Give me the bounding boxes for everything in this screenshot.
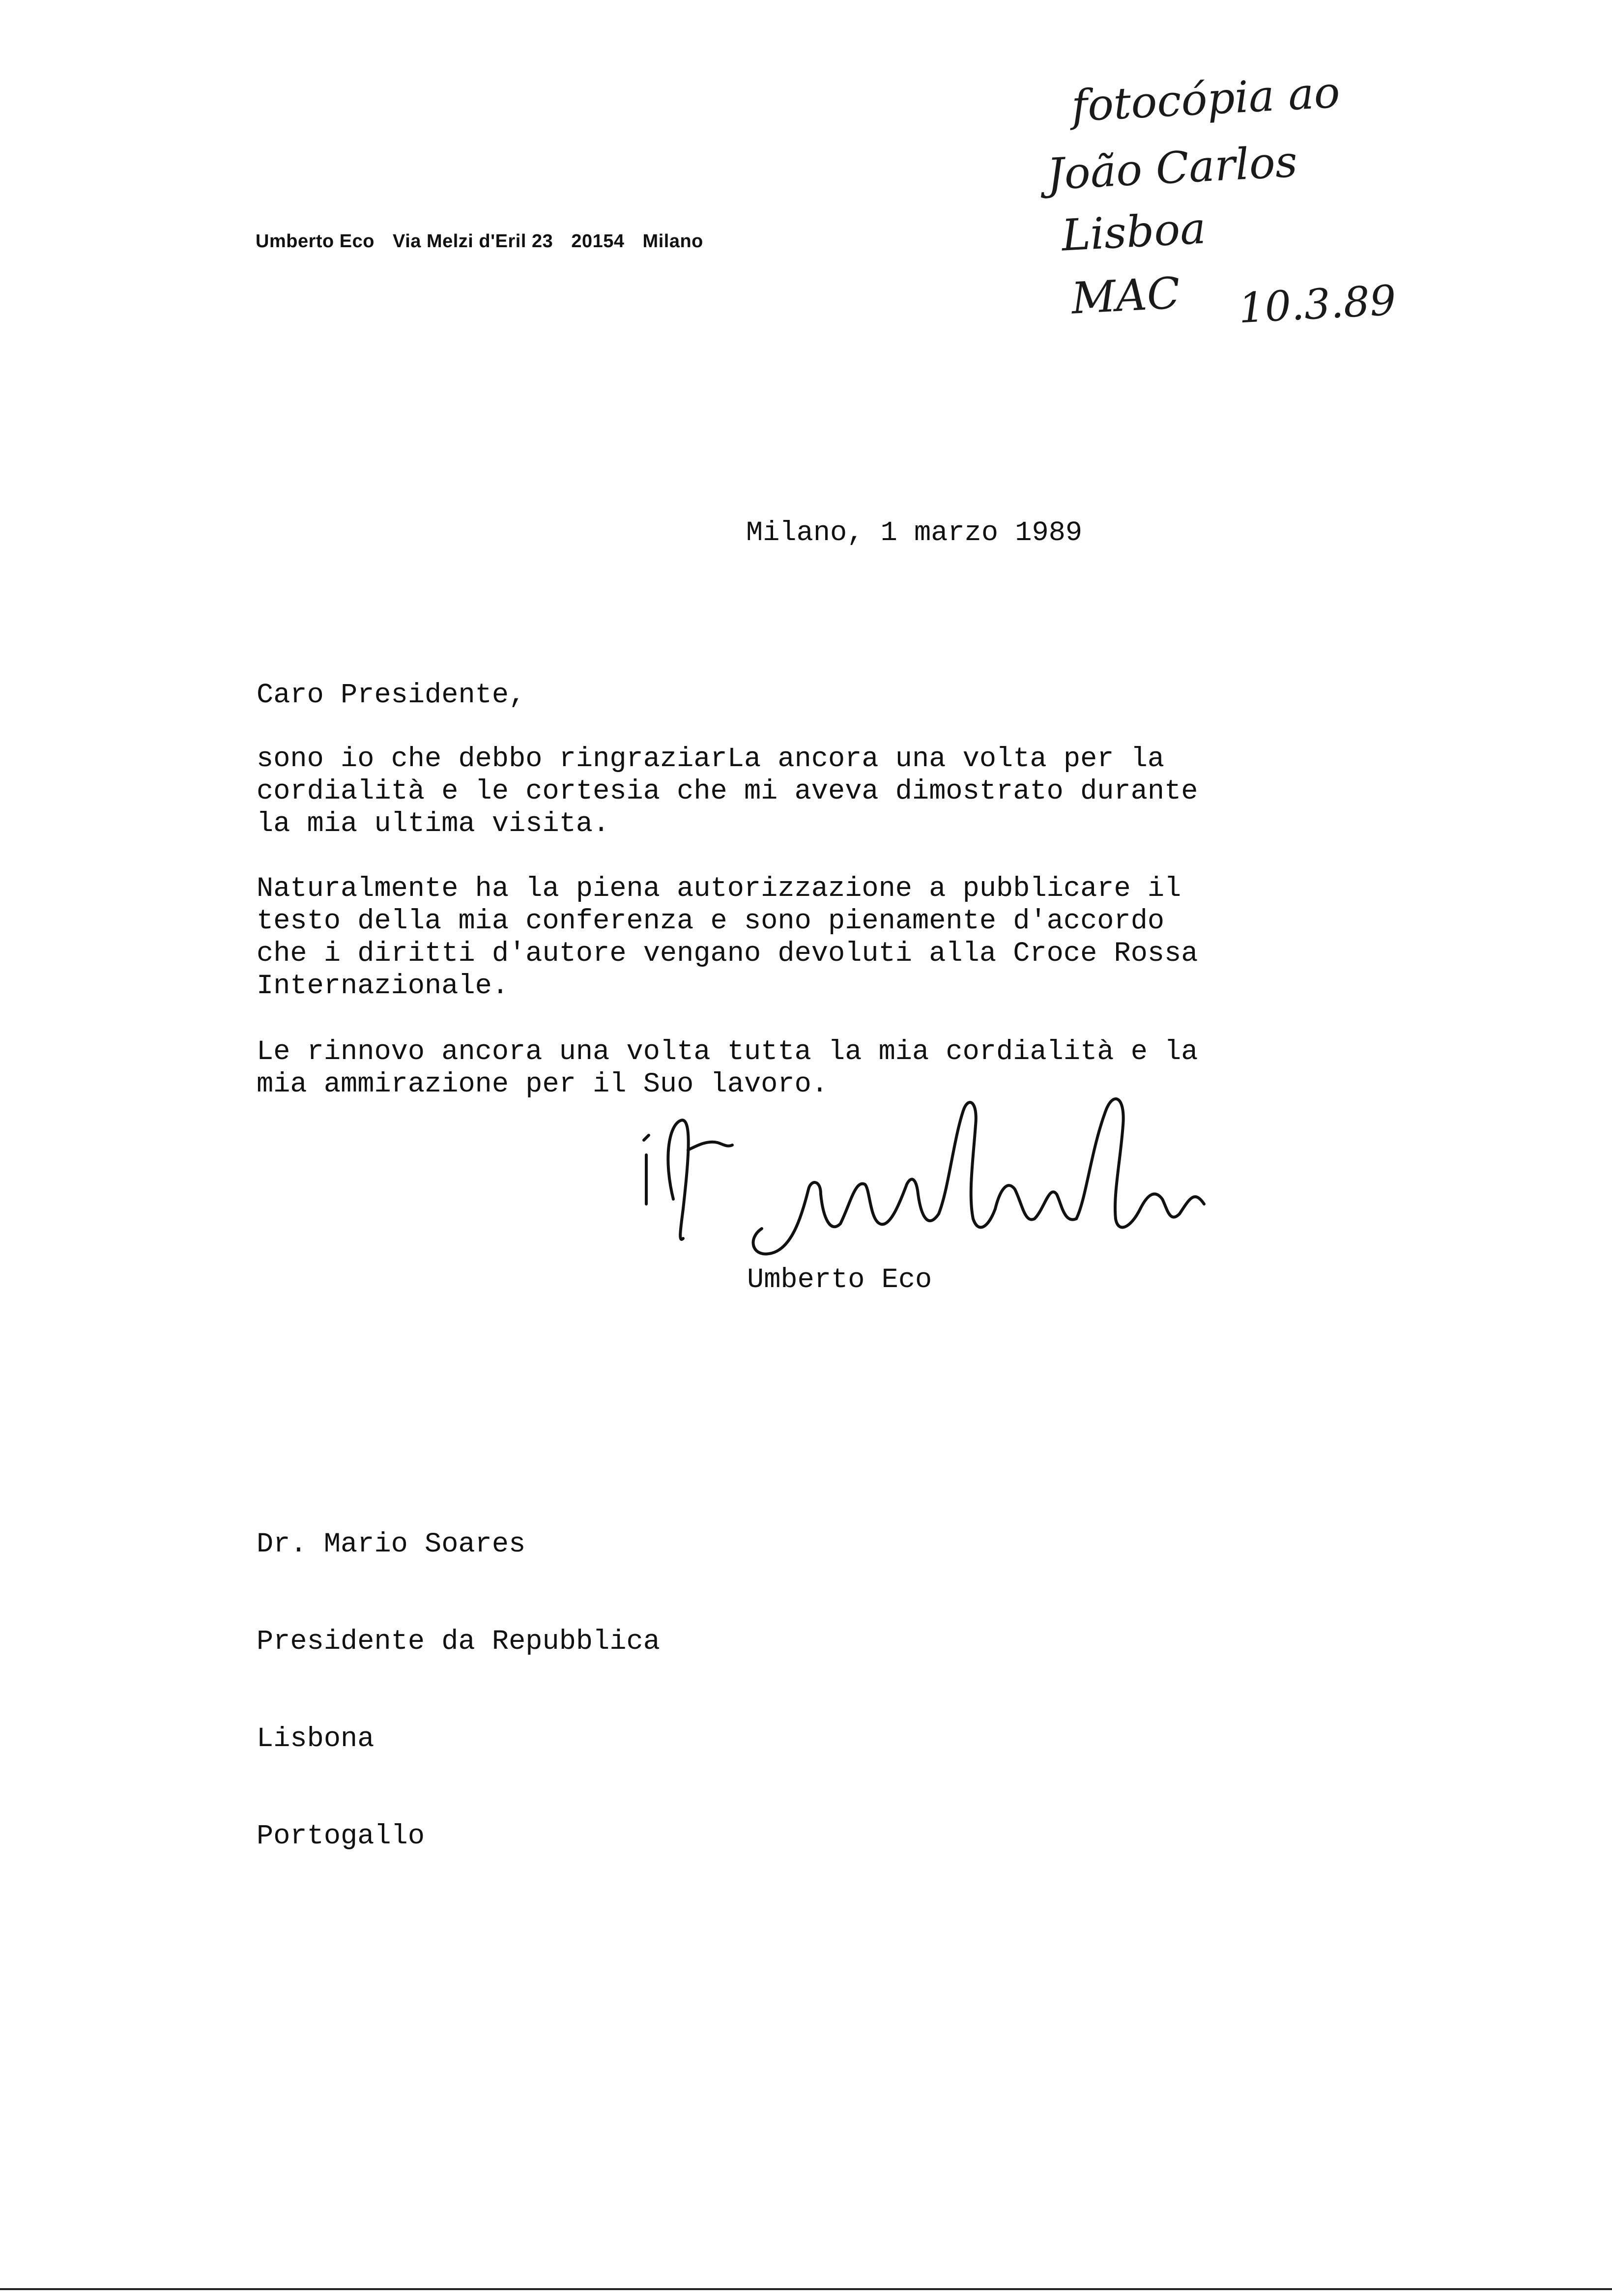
paragraph-line: mia ammirazione per il Suo lavoro.: [257, 1069, 828, 1100]
letterhead-zip: 20154: [571, 231, 625, 252]
handnote-initials: MAC: [1070, 267, 1181, 324]
paragraph-2: [257, 873, 1393, 1003]
paragraph-line: la mia ultima visita.: [257, 808, 610, 840]
letter-date: Milano, 1 marzo 1989: [746, 517, 1083, 549]
recipient-country: Portogallo: [257, 1821, 425, 1852]
bottom-edge-rule: [0, 2288, 1612, 2290]
recipient-title: Presidente da Repubblica: [257, 1626, 660, 1658]
handnote-line: fotocópia ao: [1070, 66, 1341, 132]
paragraph-line: cordialità e le cortesia che mi aveva dimostrato durante: [257, 776, 1198, 807]
typed-signature: Umberto Eco: [747, 1264, 932, 1296]
handwritten-signature: [634, 1081, 1263, 1268]
recipient-address: [257, 1464, 660, 1885]
paragraph-line: sono io che debbo ringraziarLa ancora una volta per la: [257, 744, 1165, 775]
paragraph-line: Naturalmente ha la piena autorizzazione a pubblicare il: [257, 873, 1181, 905]
handnote-date: 10.3.89: [1237, 276, 1397, 333]
letterhead-name: Umberto Eco: [256, 231, 374, 252]
paragraph-line: testo della mia conferenza e sono pienamente d'accordo: [257, 906, 1165, 937]
paragraph-line: che i diritti d'autore vengano devoluti alla Croce Rossa: [257, 938, 1198, 970]
salutation: Caro Presidente,: [257, 680, 526, 711]
recipient-name: Dr. Mario Soares: [257, 1529, 526, 1560]
paragraph-line: Internazionale.: [257, 971, 509, 1002]
handwritten-annotation: [1032, 64, 1415, 339]
letterhead: [256, 231, 716, 252]
recipient-city: Lisbona: [257, 1723, 374, 1755]
handnote-line: João Carlos: [1045, 136, 1299, 200]
letterhead-city: Milano: [642, 231, 703, 252]
letterhead-street: Via Melzi d'Eril 23: [393, 231, 553, 252]
paragraph-line: Le rinnovo ancora una volta tutta la mia cordialità e la: [257, 1036, 1198, 1068]
handnote-line: Lisboa: [1060, 202, 1208, 261]
paragraph-1: [257, 743, 1393, 840]
